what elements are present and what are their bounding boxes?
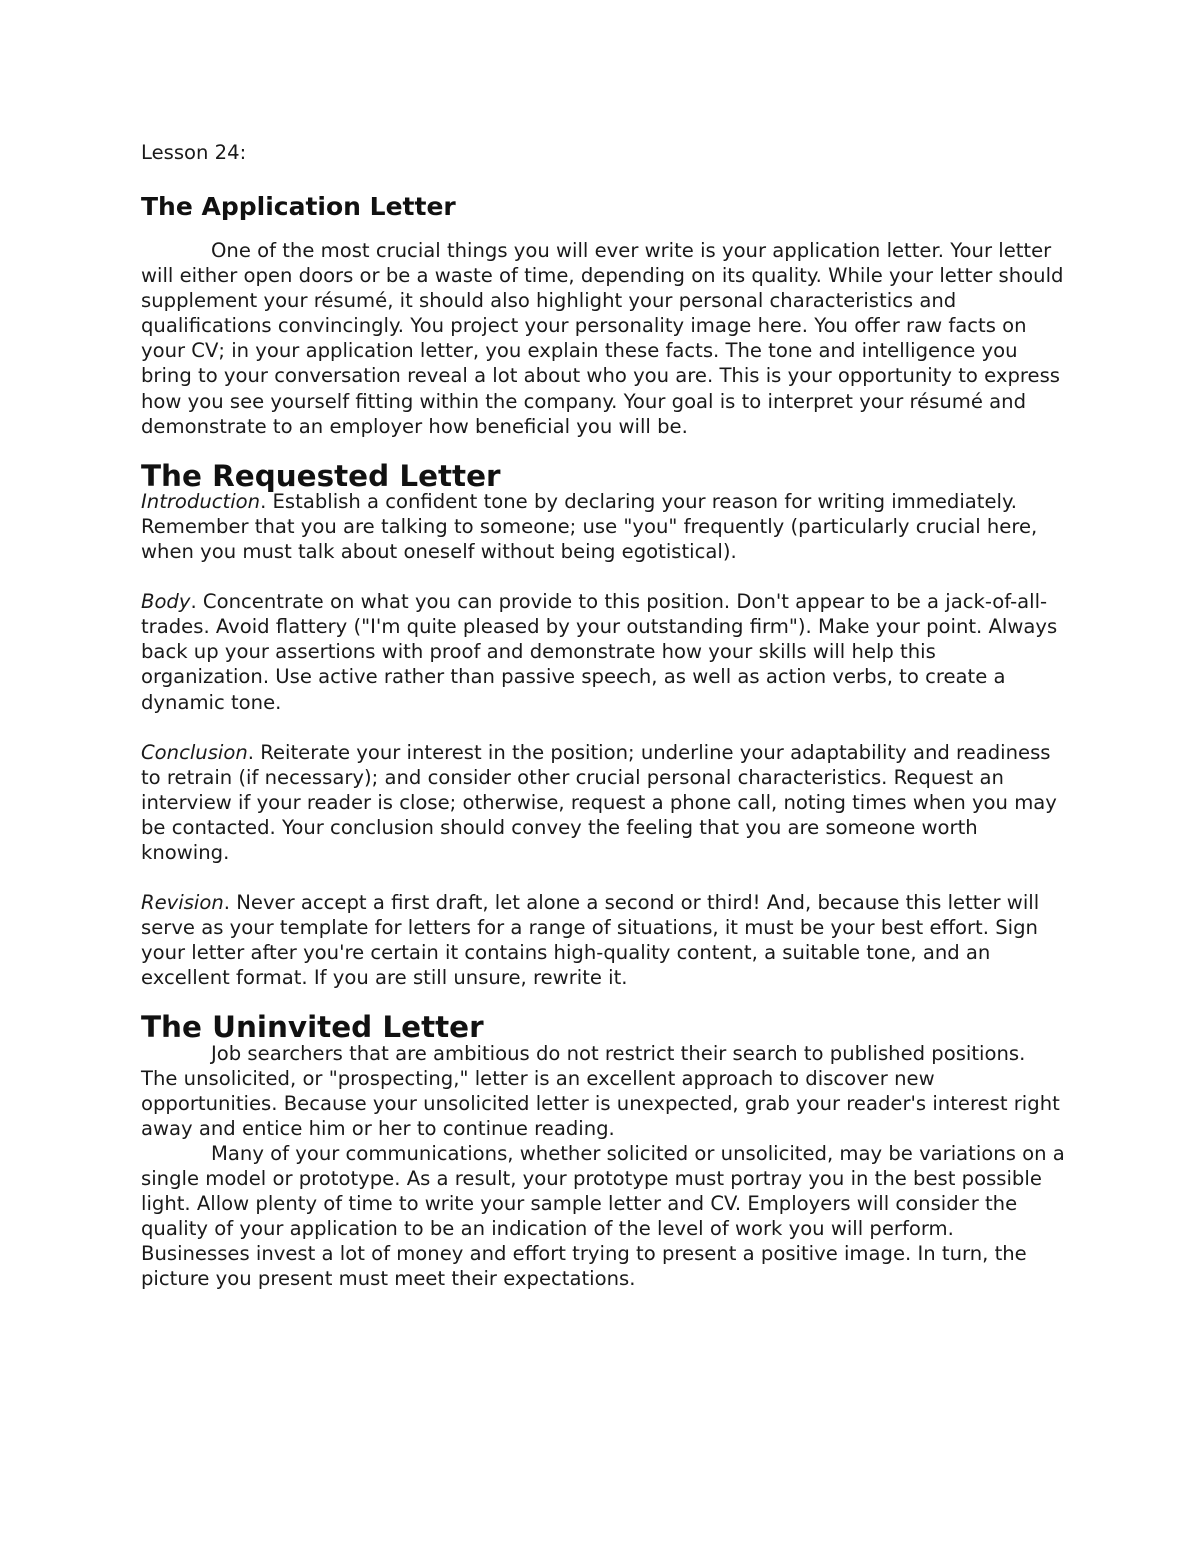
requested-letter-heading: The Requested Letter: [141, 458, 501, 493]
uninvited-paragraph-2: Many of your communications, whether solicited or unsolicited, may be variations on a single model or prototype. As a result, your prototype must portray you in the best possible light. Allow plenty of time to write your sample letter and CV. Employers will consider the quality of your application to be an indication of the level of work you will perform. Businesses invest a lot of money and effort trying to present a positive image. In turn, the picture you present must meet their expectations.: [141, 1141, 1065, 1291]
revision-paragraph: [141, 890, 1066, 990]
introduction-paragraph: [141, 489, 1066, 564]
body-text: . Concentrate on what you can provide to this position. Don't appear to be a jack-of-all-trades. Avoid flattery ("I'm quite pleased by your outstanding firm"). Make your point. Always back up your assertions with proof and demonstrate how your skills will help this organization. Use active rather than passive speech, as well as action verbs, to create a dynamic tone.: [141, 590, 1058, 714]
body-paragraph: [141, 589, 1066, 714]
conclusion-paragraph: [141, 740, 1066, 865]
lesson-label: Lesson 24:: [141, 141, 247, 164]
conclusion-text: . Reiterate your interest in the position; underline your adaptability and readiness to retrain (if necessary); and consider other crucial personal characteristics. Request an interview if your reader is close; otherwise, request a phone call, noting times when you may be contacted. Your conclusion should convey the feeling that you are someone worth knowing.: [141, 740, 1057, 864]
page-title: The Application Letter: [141, 192, 456, 221]
body-term: Body: [141, 590, 191, 614]
introduction-term: Introduction: [141, 489, 261, 513]
intro-paragraph: One of the most crucial things you will ever write is your application letter. Your letter will either open doors or be a waste of time, depending on its quality. While your letter should supplement your résumé, it should also highlight your personal characteristics and qualifications convincingly. You project your personality image here. You offer raw facts on your CV; in your application letter, you explain these facts. The tone and intelligence you bring to your conversation reveal a lot about who you are. This is your opportunity to express how you see yourself fitting within the company. Your goal is to interpret your résumé and demonstrate to an employer how beneficial you will be.: [141, 239, 1064, 438]
document-page: [141, 138, 1066, 1291]
uninvited-letter-heading: The Uninvited Letter: [141, 1010, 484, 1045]
revision-text: . Never accept a first draft, let alone a second or third! And, because this letter will serve as your template for letters for a range of situations, it must be your best effort. Sign your letter after you're certain it contains high-quality content, a suitable tone, and an excellent format. If you are still unsure, rewrite it.: [141, 891, 1040, 990]
uninvited-paragraph-1: Job searchers that are ambitious do not restrict their search to published positions. The unsolicited, or "prospecting," letter is an excellent approach to discover new opportunities. Because your unsolicited letter is unexpected, grab your reader's interest right away and entice him or her to continue reading.: [141, 1041, 1060, 1140]
introduction-text: . Establish a confident tone by declaring your reason for writing immediately. Remember that you are talking to someone; use "you" frequently (particularly crucial here, when you must talk about oneself without being egotistical).: [141, 489, 1038, 564]
revision-term: Revision: [141, 891, 224, 915]
conclusion-term: Conclusion: [141, 740, 248, 764]
